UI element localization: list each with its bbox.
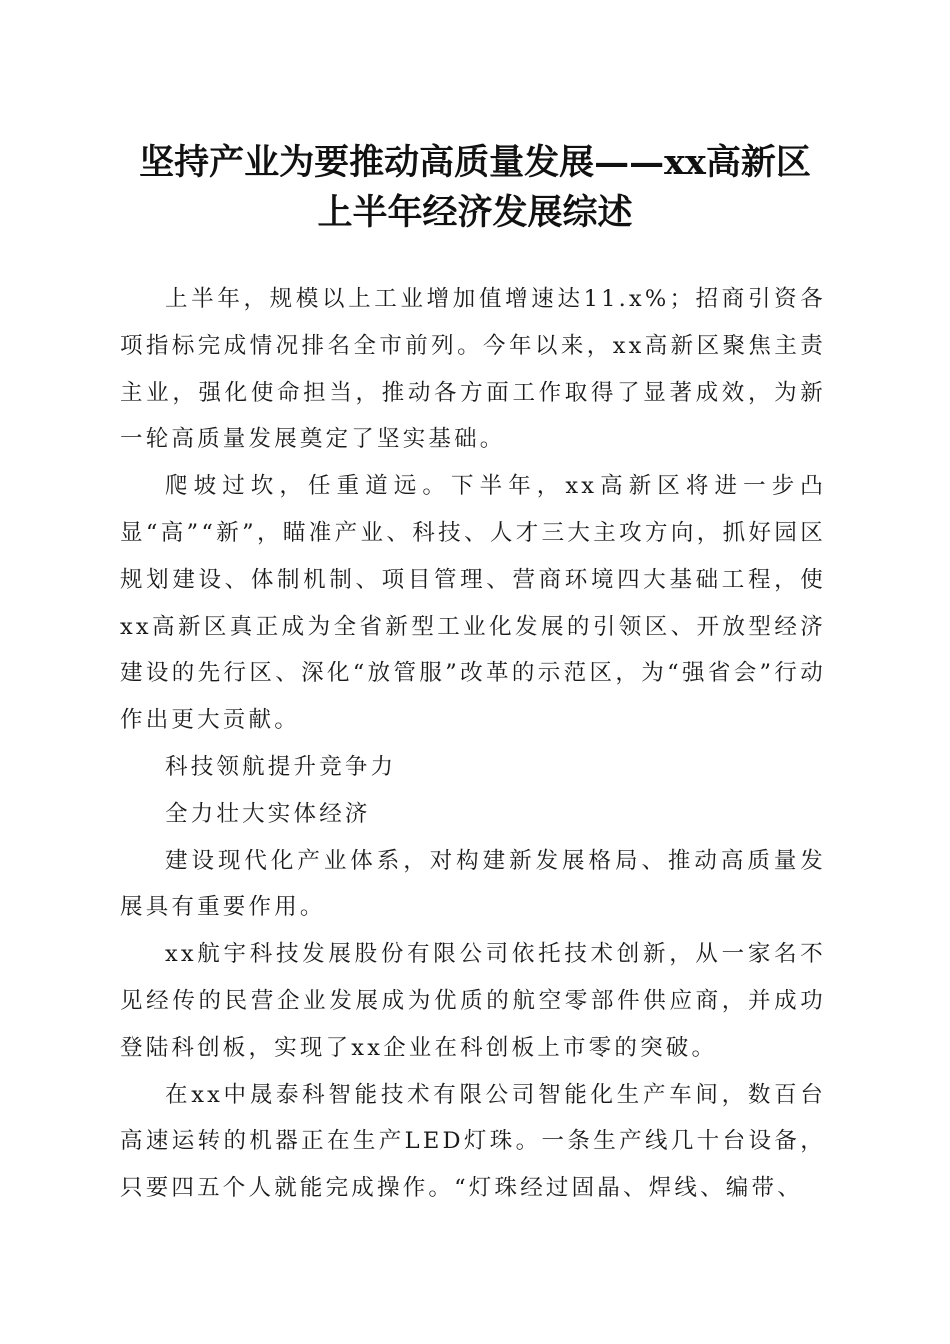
section-heading-tech: 科技领航提升竞争力: [165, 753, 397, 780]
title-line-2: 上半年经济发展综述: [317, 192, 633, 233]
document-body: [120, 276, 826, 1212]
paragraph-hangyu: xx航宇科技发展股份有限公司依托技术创新，从一家名不见经传的民营企业发展成为优质的航空零部件供应商，并成功登陆科创板，实现了xx企业在科创板上市零的突破。: [120, 941, 826, 1061]
paragraph-intro: 上半年，规模以上工业增加值增速达11.x%；招商引资各项指标完成情况排名全市前列。今年以来，xx高新区聚焦主责主业，强化使命担当，推动各方面工作取得了显著成效，为新一轮高质量发展奠定了坚实基础。: [120, 286, 826, 453]
document-title: [100, 138, 850, 238]
section-subheading-economy: 全力壮大实体经济: [165, 800, 371, 827]
title-line-1: 坚持产业为要推动高质量发展——xx高新区: [139, 142, 811, 183]
paragraph-zhongsheng: 在xx中晟泰科智能技术有限公司智能化生产车间，数百台高速运转的机器正在生产LED灯珠。一条生产线几十台设备，只要四五个人就能完成操作。“灯珠经过固晶、焊线、编带、: [120, 1081, 826, 1202]
paragraph-industry-system: 建设现代化产业体系，对构建新发展格局、推动高质量发展具有重要作用。: [120, 847, 826, 921]
paragraph-outlook: 爬坡过坎，任重道远。下半年，xx高新区将进一步凸显“高”“新”，瞄准产业、科技、人才三大主攻方向，抓好园区规划建设、体制机制、项目管理、营商环境四大基础工程，使xx高新区真正成为全省新型工业化发展的引领区、开放型经济建设的先行区、深化“放管服”改革的示范区，为“强省会”行动作出更大贡献。: [120, 473, 826, 734]
